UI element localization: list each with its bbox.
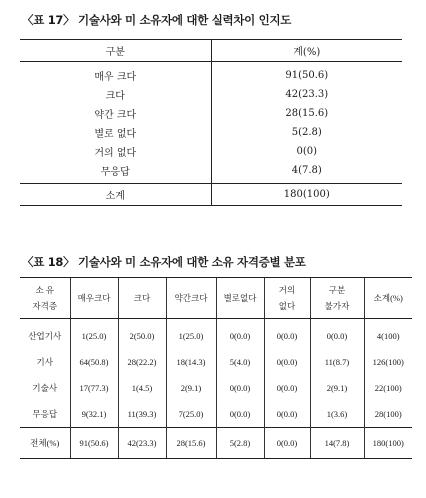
total-value: 180(100) (211, 184, 402, 206)
table-cell: 126(100) (364, 349, 412, 375)
table-cell: 1(25.0) (166, 319, 216, 350)
table-17 (20, 39, 402, 206)
row-label: 별로 없다 (94, 129, 137, 140)
table-row (20, 85, 402, 104)
table-18-title: 〈표 18〉 기술사와 미 소유자에 대한 소유 자격증별 분포 (22, 255, 306, 269)
table-cell: 2(9.1) (166, 375, 216, 401)
table-cell: 1(3.6) (310, 401, 364, 428)
table-row (20, 104, 402, 123)
table-row (20, 142, 402, 161)
row-label: 기술사 (32, 383, 58, 393)
table-cell: 2(50.0) (118, 319, 166, 350)
table-cell: 64(50.8) (70, 349, 118, 375)
table-header-row (20, 278, 412, 319)
row-value: 0(0) (211, 142, 402, 161)
column-header (20, 278, 70, 319)
table-cell: 0(0.0) (264, 401, 310, 428)
table-17-title: 〈표 17〉 기술사와 미 소유자에 대한 실력차이 인지도 (22, 13, 292, 27)
table-cell: 0(0.0) (216, 375, 264, 401)
table-cell: 2(9.1) (310, 375, 364, 401)
total-row (20, 428, 412, 459)
row-label: 산업기사 (28, 331, 62, 341)
column-header: 크다 (118, 278, 166, 319)
row-label: 크다 (105, 91, 125, 102)
column-header: 계(%) (211, 40, 402, 62)
column-header: 구분 (20, 40, 211, 62)
table-cell: 180(100) (364, 428, 412, 459)
column-header (310, 278, 364, 319)
table-cell: 0(0.0) (264, 319, 310, 350)
row-value: 5(2.8) (211, 123, 402, 142)
column-header-line: 자격증 (32, 301, 58, 311)
row-value: 91(50.6) (211, 62, 402, 86)
table-cell: 28(22.2) (118, 349, 166, 375)
table-cell: 9(32.1) (70, 401, 118, 428)
table-cell: 0(0.0) (216, 319, 264, 350)
table-cell: 14(7.8) (310, 428, 364, 459)
table-row (20, 161, 402, 184)
row-value: 4(7.8) (211, 161, 402, 184)
row-label: 약간 크다 (94, 110, 137, 121)
table-cell: 0(0.0) (264, 428, 310, 459)
table-cell: 1(4.5) (118, 375, 166, 401)
table-row (20, 123, 402, 142)
row-label: 기사 (36, 357, 53, 367)
table-cell: 28(15.6) (166, 428, 216, 459)
row-label: 매우 크다 (94, 72, 137, 83)
table-cell: 5(4.0) (216, 349, 264, 375)
column-header-line: 없다 (278, 301, 296, 311)
row-label: 거의 없다 (94, 148, 137, 159)
column-header-line: 거의 (278, 285, 296, 295)
table-header-row (20, 40, 402, 62)
table-cell: 0(0.0) (264, 375, 310, 401)
column-header: 약간크다 (166, 278, 216, 319)
table-row (20, 62, 402, 86)
total-label: 전체(%) (20, 428, 70, 459)
row-label: 무응답 (32, 409, 58, 419)
table-cell: 1(25.0) (70, 319, 118, 350)
table-row (20, 349, 412, 375)
total-label: 소계 (20, 184, 211, 206)
table-cell: 11(39.3) (118, 401, 166, 428)
row-value: 42(23.3) (211, 85, 402, 104)
table-cell: 11(8.7) (310, 349, 364, 375)
column-header-line: 소 유 (35, 285, 55, 295)
table-cell: 7(25.0) (166, 401, 216, 428)
column-header-line: 불가자 (324, 301, 350, 311)
table-row (20, 401, 412, 428)
column-header: 소계(%) (364, 278, 412, 319)
table-cell: 0(0.0) (310, 319, 364, 350)
column-header: 매우크다 (70, 278, 118, 319)
table-cell: 18(14.3) (166, 349, 216, 375)
table-cell: 0(0.0) (264, 349, 310, 375)
row-label: 무응답 (100, 167, 130, 178)
table-cell: 5(2.8) (216, 428, 264, 459)
table-row (20, 319, 412, 350)
column-header (264, 278, 310, 319)
column-header: 별로없다 (216, 278, 264, 319)
total-row (20, 184, 402, 206)
table-cell: 91(50.6) (70, 428, 118, 459)
table-cell: 4(100) (364, 319, 412, 350)
table-cell: 17(77.3) (70, 375, 118, 401)
table-cell: 0(0.0) (216, 401, 264, 428)
table-18 (20, 277, 412, 459)
table-row (20, 375, 412, 401)
table-cell: 28(100) (364, 401, 412, 428)
row-value: 28(15.6) (211, 104, 402, 123)
table-cell: 42(23.3) (118, 428, 166, 459)
column-header-line: 구분 (328, 285, 346, 295)
table-cell: 22(100) (364, 375, 412, 401)
